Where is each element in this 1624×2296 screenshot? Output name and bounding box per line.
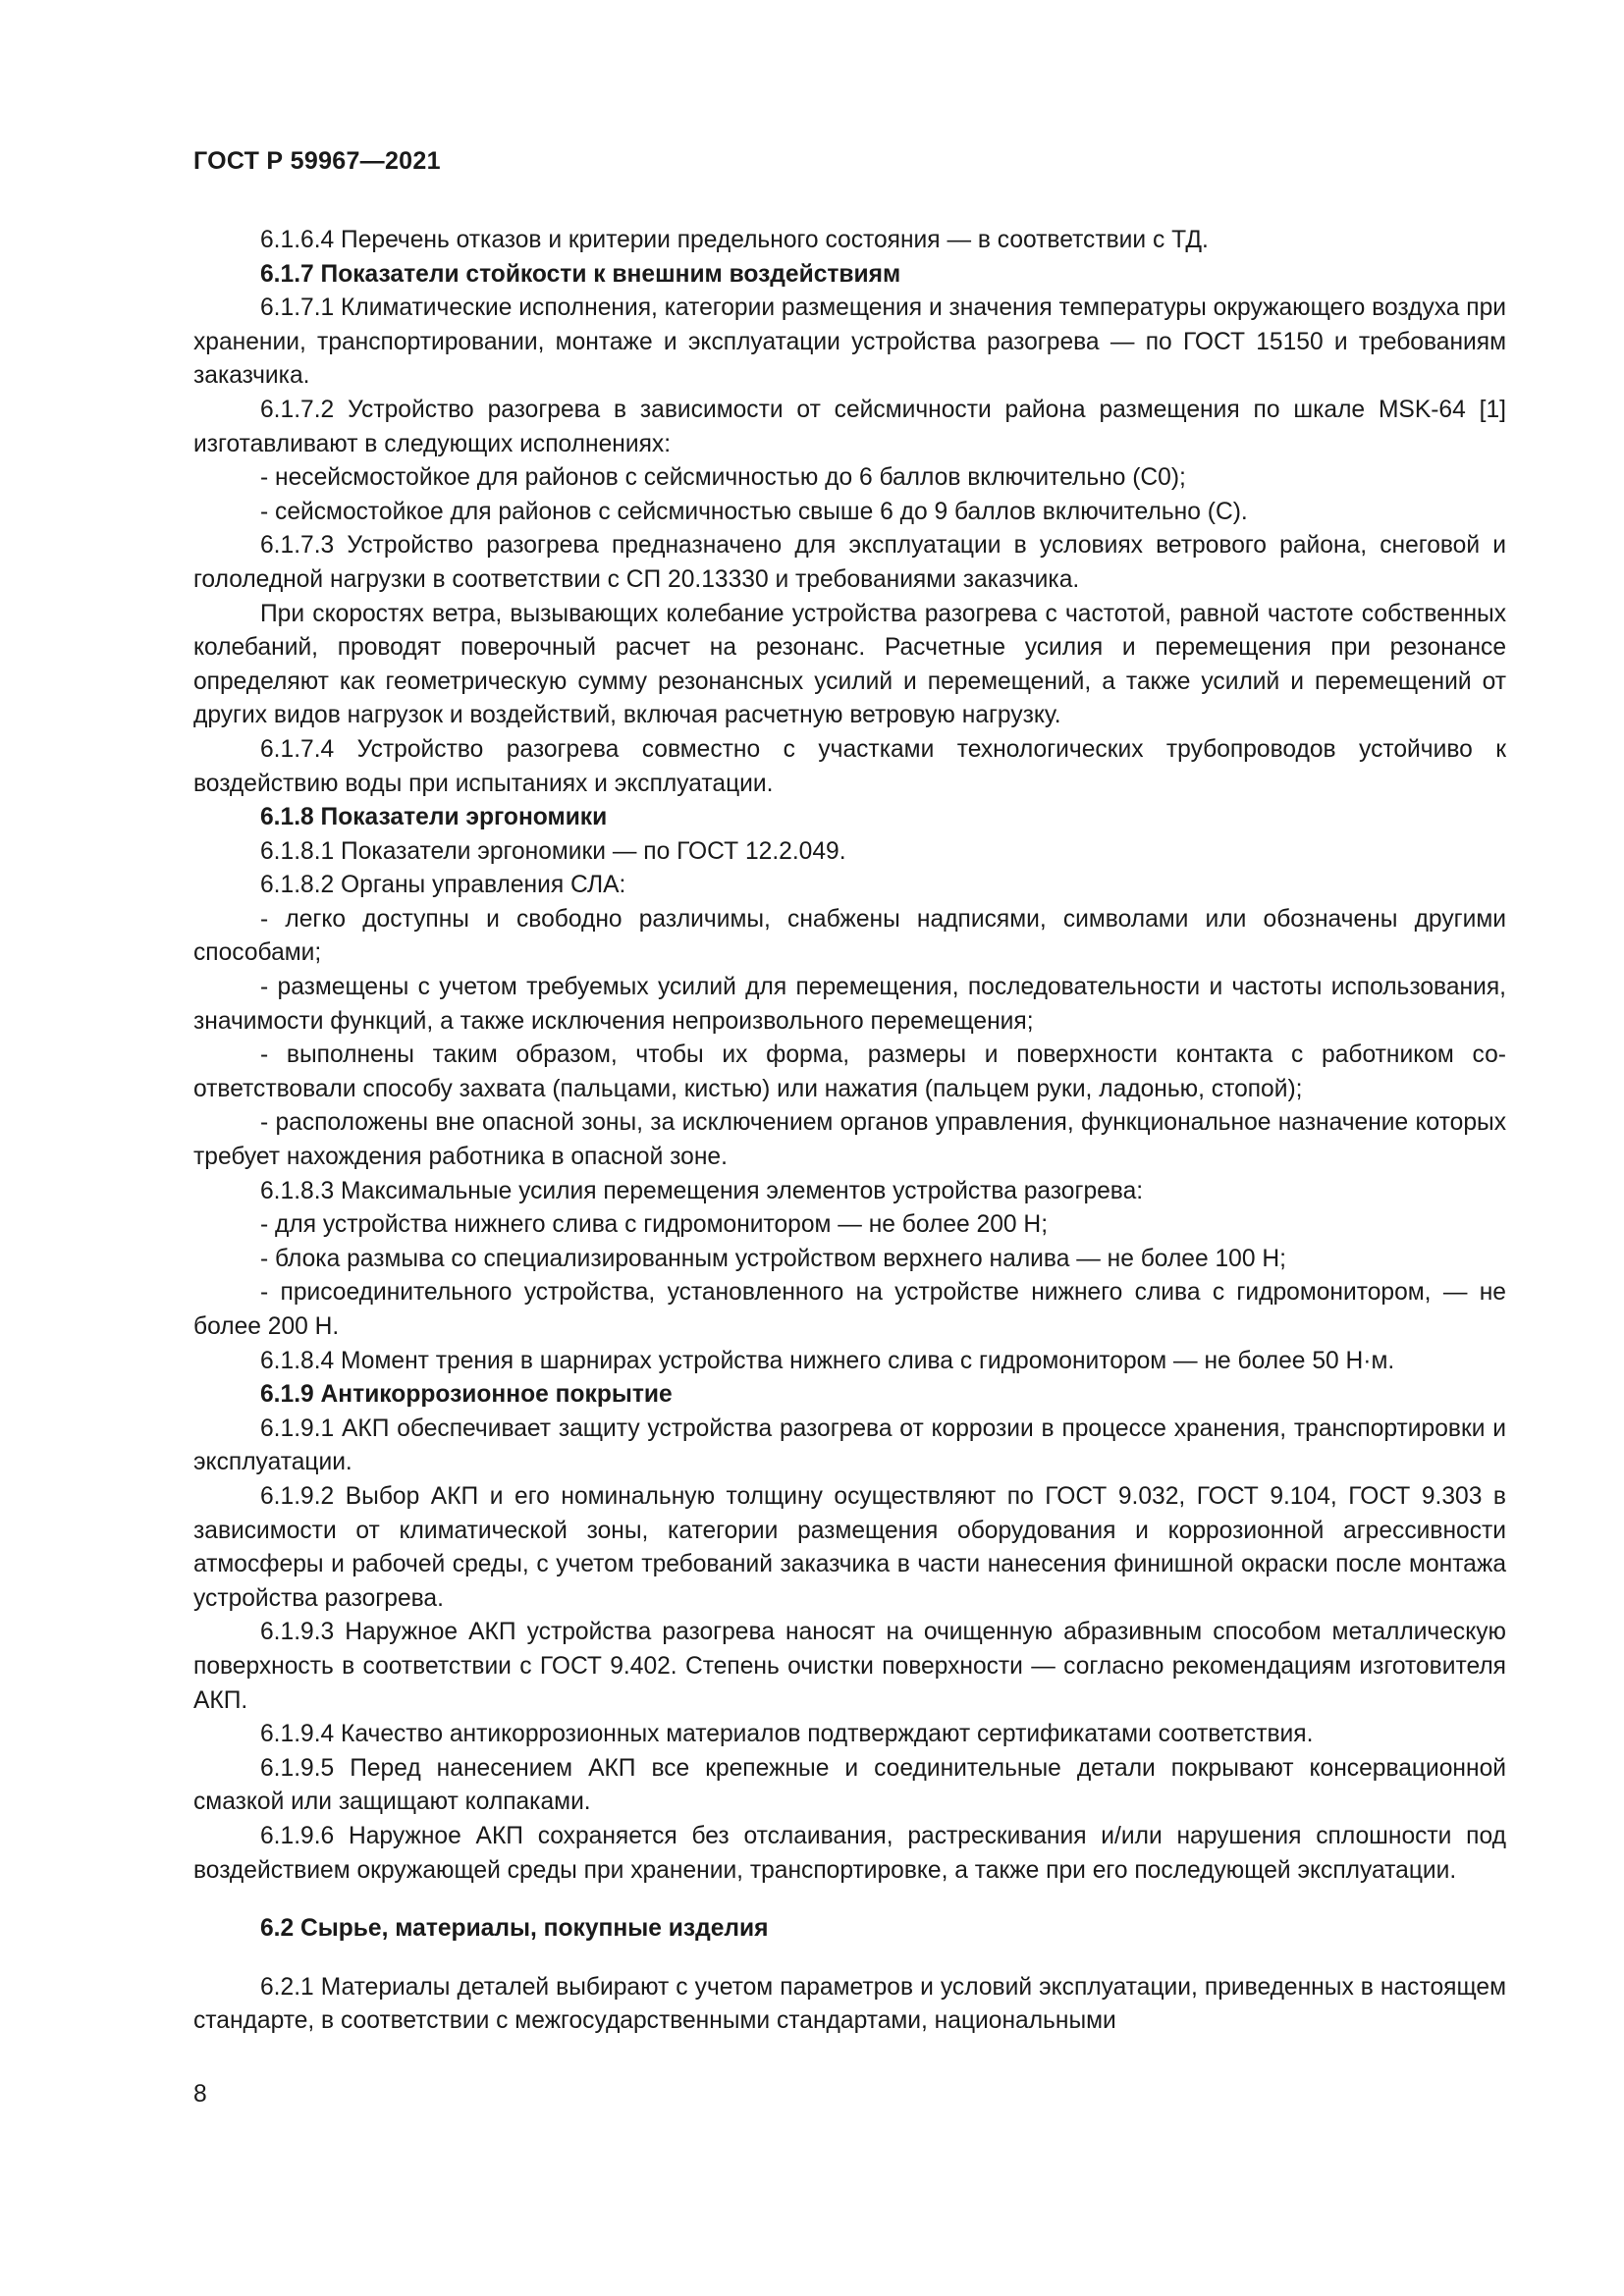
- paragraph: 6.1.9.4 Качество антикоррозионных материалов подтверждают сертификатами соответствия.: [260, 1721, 1314, 1748]
- list-item: - несейсмостойкое для районов с сейсмичностью до 6 баллов включительно (С0);: [260, 464, 1186, 492]
- paragraph: 6.1.8.1 Показатели эргономики — по ГОСТ 12.2.049.: [260, 837, 846, 865]
- paragraph: 6.1.7.3 Устройство разогрева предназначено для эксплуатации в условиях ветрового района, снеговой и гололедной нагрузки в соответствии с СП 20.13330 и требованиями заказчика.: [193, 532, 1506, 593]
- section-heading: 6.1.8 Показатели эргономики: [260, 804, 608, 831]
- section-heading: 6.2 Сырье, материалы, покупные изделия: [260, 1915, 769, 1943]
- list-item: - расположены вне опасной зоны, за исключением органов управления, функциональное назначение которых требует нахождения работника в опасной зоне.: [193, 1109, 1506, 1171]
- paragraph: 6.1.8.4 Момент трения в шарнирах устройства нижнего слива с гидромонитором — не более 50 Н·м.: [260, 1347, 1395, 1374]
- document-header: ГОСТ Р 59967—2021: [193, 147, 441, 175]
- section-heading: 6.1.9 Антикоррозионное покрытие: [260, 1381, 673, 1409]
- paragraph: 6.1.6.4 Перечень отказов и критерии предельного состояния — в соответствии с ТД.: [260, 227, 1209, 253]
- list-item: - выполнены таким образом, чтобы их форма, размеры и поверхности контакта с работником соответствовали способу захвата (пальцами, кистью) или нажатия (пальцем руки, ладонью, стопой);: [193, 1041, 1506, 1102]
- list-item: - размещены с учетом требуемых усилий для перемещения, последовательности и частоты использования, значимости функций, а также исключения непроизвольного перемещения;: [193, 974, 1506, 1035]
- paragraph: 6.1.8.3 Максимальные усилия перемещения элементов устройства разогрева:: [260, 1177, 1144, 1204]
- paragraph: 6.1.9.3 Наружное АКП устройства разогрева наносят на очищенную абразивным способом металлическую поверхность в соответствии с ГОСТ 9.402. Степень очистки поверхности — согласно рекомендациям изготовителя АКП.: [193, 1619, 1506, 1714]
- page-number: 8: [193, 2081, 207, 2108]
- paragraph: 6.1.8.2 Органы управления СЛА:: [260, 872, 626, 899]
- paragraph: 6.1.7.4 Устройство разогрева совместно с участками технологических трубопроводов устойчиво к воздействию воды при испытаниях и эксплуатации.: [193, 735, 1506, 797]
- paragraph: 6.1.7.2 Устройство разогрева в зависимости от сейсмичности района размещения по шкале MSK-64 [1] изготавливают в следующих исполнениях:: [193, 396, 1506, 457]
- list-item: - легко доступны и свободно различимы, снабжены надписями, символами или обозначены другими способами;: [193, 905, 1506, 967]
- document-body: [193, 224, 1506, 2039]
- list-item: - сейсмостойкое для районов с сейсмичностью свыше 6 до 9 баллов включительно (С).: [260, 498, 1248, 525]
- section-heading: 6.1.7 Показатели стойкости к внешним воздействиям: [260, 260, 901, 288]
- paragraph: 6.1.7.1 Климатические исполнения, категории размещения и значения температуры окружающего воздуха при хранении, транспортировании, монтаже и эксплуатации устройства разогрева — по ГОСТ 15150 и требованиям заказчика.: [193, 294, 1507, 390]
- list-item: - блока размыва со специализированным устройством верхнего налива — не более 100 Н;: [260, 1245, 1286, 1272]
- paragraph: При скоростях ветра, вызывающих колебание устройства разогрева с частотой, равной частоте собственных колебаний, проводят поверочный расчет на резонанс. Расчетные усилия и перемещения при резонансе определяют как геометрическую сумму резонансных усилий и перемещений, а также усилий и перемещений от других видов нагрузок и воздействий, включая расчетную ветровую нагрузку.: [193, 600, 1506, 729]
- paragraph: 6.1.9.5 Перед нанесением АКП все крепежные и соединительные детали покрывают консервационной смазкой или защищают колпаками.: [193, 1754, 1506, 1816]
- paragraph: 6.1.9.2 Выбор АКП и его номинальную толщину осуществляют по ГОСТ 9.032, ГОСТ 9.104, ГОСТ 9.303 в зависимости от климатической зоны, категории размещения оборудования и коррозионной агрессивности атмосферы и рабочей среды, с учетом требований заказчика в части нанесения финишной окраски после монтажа устройства разогрева.: [193, 1482, 1506, 1612]
- list-item: - для устройства нижнего слива с гидромонитором — не более 200 Н;: [260, 1211, 1049, 1239]
- paragraph: 6.2.1 Материалы деталей выбирают с учетом параметров и условий эксплуатации, приведенных в настоящем стандарте, в соответствии с межгосударственными стандартами, национальными: [193, 1973, 1506, 2035]
- list-item: - присоединительного устройства, установленного на устройстве нижнего слива с гидромонитором, — не более 200 Н.: [193, 1279, 1506, 1340]
- paragraph: 6.1.9.6 Наружное АКП сохраняется без отслаивания, растрескивания и/или нарушения сплошности под воздействием окружающей среды при хранении, транспортировке, а также при его последующей эксплуатации.: [193, 1822, 1506, 1884]
- paragraph: 6.1.9.1 АКП обеспечивает защиту устройства разогрева от коррозии в процессе хранения, транспортировки и эксплуатации.: [193, 1415, 1506, 1476]
